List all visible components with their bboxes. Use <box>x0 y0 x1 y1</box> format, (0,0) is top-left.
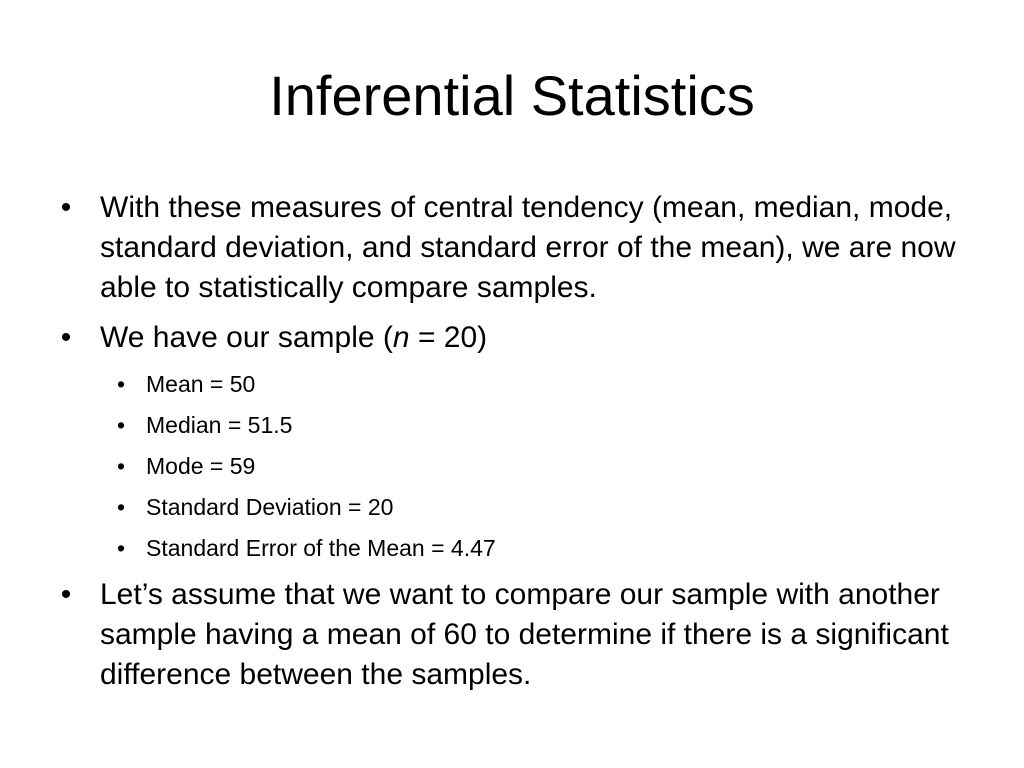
stat-item-standard-deviation <box>100 487 976 528</box>
stat-item-median <box>100 405 976 446</box>
stat-item-standard-error <box>100 528 976 569</box>
slide-title: Inferential Statistics <box>269 64 755 127</box>
sub-bullet-icon: • <box>116 494 126 520</box>
stat-item-mode <box>100 446 976 487</box>
bullet-item-sample <box>56 318 976 569</box>
stat-text: Standard Deviation = 20 <box>146 494 394 520</box>
sample-size-variable: n <box>392 321 410 354</box>
bullet-text-prefix: We have our sample ( <box>100 321 393 354</box>
bullet-item-central-tendency <box>56 188 976 308</box>
sub-bullet-icon: • <box>116 371 126 397</box>
bullet-text-suffix: = 20) <box>409 321 488 354</box>
bullet-icon: • <box>60 321 72 354</box>
bullet-icon: • <box>60 578 72 611</box>
stat-text: Mode = 59 <box>146 453 256 479</box>
stat-item-mean <box>100 364 976 405</box>
stat-text: Median = 51.5 <box>146 412 293 438</box>
sub-bullet-icon: • <box>116 412 126 438</box>
stat-text: Standard Error of the Mean = 4.47 <box>146 535 496 561</box>
bullet-icon: • <box>60 191 72 224</box>
sample-stats-list <box>100 364 976 569</box>
sub-bullet-icon: • <box>116 535 126 561</box>
bullet-text: Let’s assume that we want to compare our sample with another sample having a mean of 60 to determine if there is a significant difference between the samples. <box>100 578 949 691</box>
bullet-list <box>56 188 976 705</box>
bullet-item-comparison <box>56 575 976 695</box>
stat-text: Mean = 50 <box>146 371 256 397</box>
bullet-text: With these measures of central tendency (mean, median, mode, standard deviation, and standard error of the mean), we are now able to statistically compare samples. <box>100 191 956 304</box>
sub-bullet-icon: • <box>116 453 126 479</box>
